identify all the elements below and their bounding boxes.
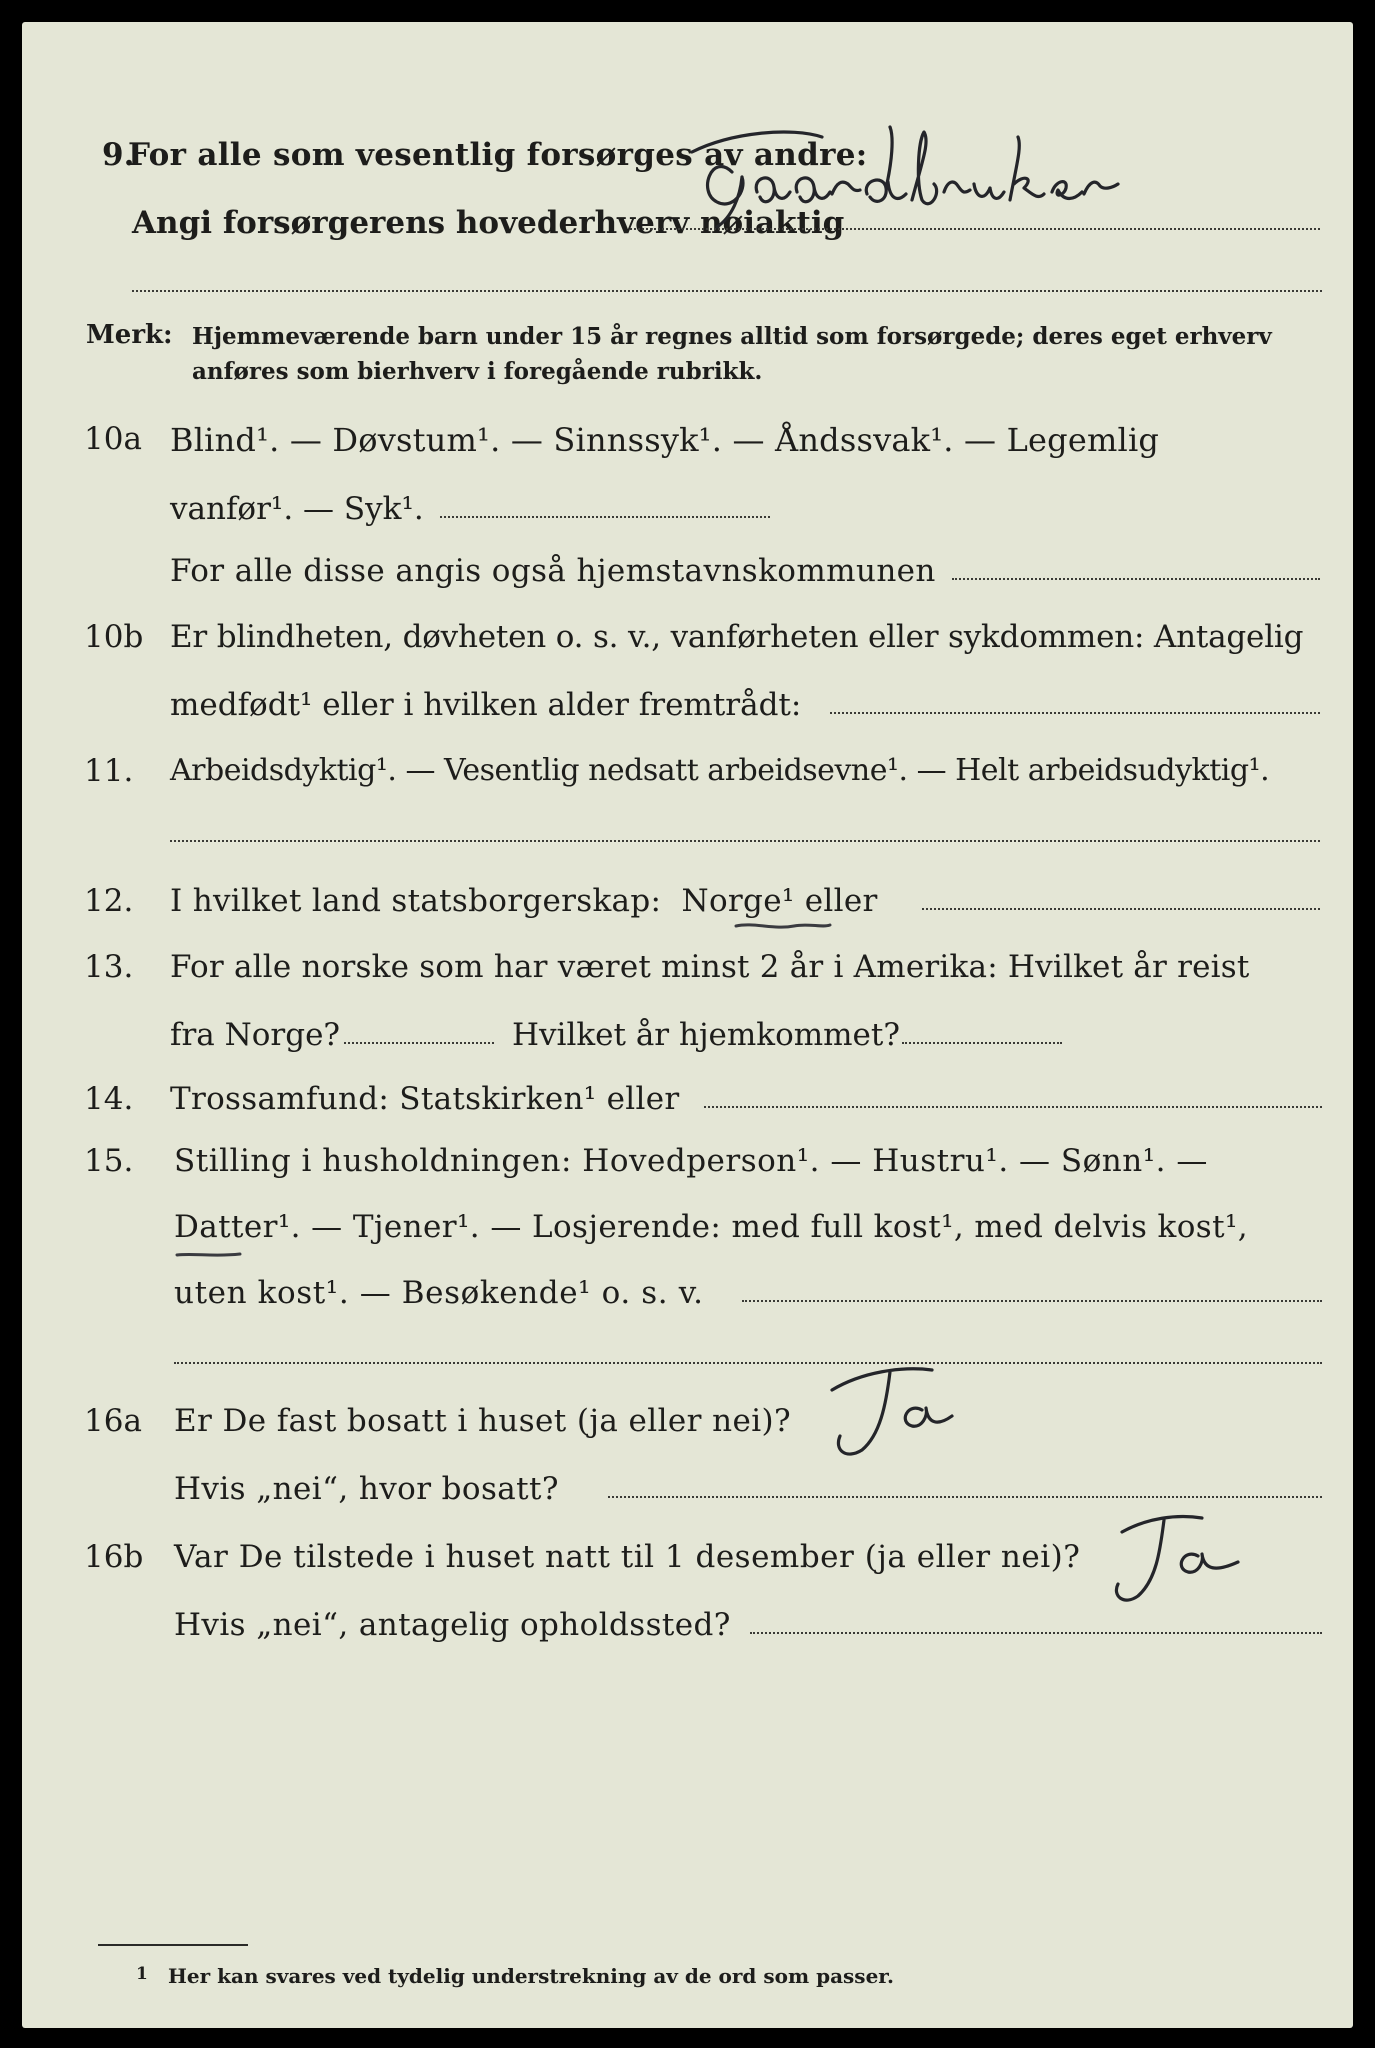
- q15-datter: Datter: [174, 1209, 278, 1245]
- footnote-rule: [98, 1944, 248, 1946]
- q9-handwritten-answer-gaardbruker: [672, 122, 1312, 232]
- q12-line: [170, 883, 878, 919]
- q16b-number: 16b: [84, 1539, 144, 1575]
- merk-label: Merk:: [86, 320, 173, 350]
- q16a-number: 16a: [84, 1403, 142, 1439]
- q15-answer-line: [742, 1300, 1322, 1302]
- merk-line2: anføres som bierhverv i foregående rubrikk.: [192, 358, 763, 385]
- footnote-mark: 1: [136, 1964, 148, 1984]
- merk-line1: Hjemmeværende barn under 15 år regnes alltid som forsørgede; deres eget erhverv: [192, 323, 1272, 350]
- q13-reist-line: [344, 1042, 494, 1044]
- q9-line1: For alle som vesentlig forsørges av andre:: [128, 137, 868, 173]
- q13-line2a: fra Norge?: [170, 1017, 341, 1053]
- q10a-syk-line: [440, 516, 770, 518]
- q15-line1: Stilling i husholdningen: Hovedperson¹. — Hustru¹. — Sønn¹. —: [174, 1143, 1208, 1179]
- q9-extra-line: [132, 290, 1322, 292]
- q10b-number: 10b: [84, 619, 144, 655]
- q12-number: 12.: [84, 883, 134, 919]
- q15-datter-underline: [174, 1250, 244, 1262]
- q16b-line2: Hvis „nei“, antagelig opholdssted?: [174, 1607, 731, 1643]
- q11-line1: Arbeidsdyktig¹. — Vesentlig nedsatt arbeidsevne¹. — Helt arbeidsudyktig¹.: [170, 753, 1270, 788]
- q14-answer-line: [704, 1106, 1322, 1108]
- q15-line2: [174, 1209, 1249, 1245]
- q10a-number: 10a: [84, 421, 142, 457]
- q10b-line1: Er blindheten, døvheten o. s. v., vanførheten eller sykdommen: Antagelig: [170, 619, 1304, 655]
- q13-hjemkommet-line: [902, 1042, 1062, 1044]
- q11-number: 11.: [84, 753, 134, 789]
- census-form-page: [22, 22, 1353, 2028]
- q10a-line3: For alle disse angis også hjemstavnskommunen: [170, 553, 936, 589]
- q13-line2b: Hvilket år hjemkommet?: [512, 1017, 900, 1053]
- q16a-line1: Er De fast bosatt i huset (ja eller nei)?: [174, 1403, 792, 1439]
- q14-number: 14.: [84, 1081, 134, 1117]
- q12-prefix: I hvilket land statsborgerskap:: [170, 883, 662, 919]
- q10a-line2: vanfør¹. — Syk¹.: [170, 491, 424, 527]
- q13-number: 13.: [84, 949, 134, 985]
- q10b-line2: medfødt¹ eller i hvilken alder fremtrådt:: [170, 687, 802, 723]
- q10a-kommune-line: [952, 578, 1320, 580]
- q16b-line1: Var De tilstede i huset natt til 1 desember (ja eller nei)?: [174, 1539, 1081, 1575]
- q15-line2-rest: ¹. — Tjener¹. — Losjerende: med full kost¹, med delvis kost¹,: [277, 1209, 1249, 1245]
- q15-extra-line: [174, 1362, 1322, 1364]
- q15-line3: uten kost¹. — Besøkende¹ o. s. v.: [174, 1275, 704, 1311]
- q16a-bosatt-line: [608, 1496, 1322, 1498]
- q10b-answer-line: [830, 712, 1320, 714]
- q10a-line1: Blind¹. — Døvstum¹. — Sinnssyk¹. — Åndssvak¹. — Legemlig: [170, 421, 1160, 459]
- q12-suffix: ¹ eller: [781, 883, 878, 919]
- q14-line1: Trossamfund: Statskirken¹ eller: [170, 1081, 680, 1117]
- q9-number: 9.: [102, 137, 135, 173]
- q15-number: 15.: [84, 1143, 134, 1179]
- q12-answer-line: [922, 908, 1320, 910]
- q12-norge: Norge: [681, 883, 782, 919]
- footnote-text: Her kan svares ved tydelig understrekning av de ord som passer.: [168, 1964, 894, 1988]
- q16a-handwritten-answer-ja: [812, 1350, 992, 1470]
- q16a-line2: Hvis „nei“, hvor bosatt?: [174, 1471, 559, 1507]
- q9-line2: Angi forsørgerens hovederhverv nøiaktig: [132, 205, 845, 241]
- q11-answer-line: [170, 840, 1320, 842]
- q16b-handwritten-answer-ja: [1092, 1500, 1272, 1620]
- q12-norge-underline: [734, 920, 834, 934]
- q13-line1: For alle norske som har været minst 2 år i Amerika: Hvilket år reist: [170, 949, 1250, 985]
- q16b-opholdssted-line: [750, 1632, 1322, 1634]
